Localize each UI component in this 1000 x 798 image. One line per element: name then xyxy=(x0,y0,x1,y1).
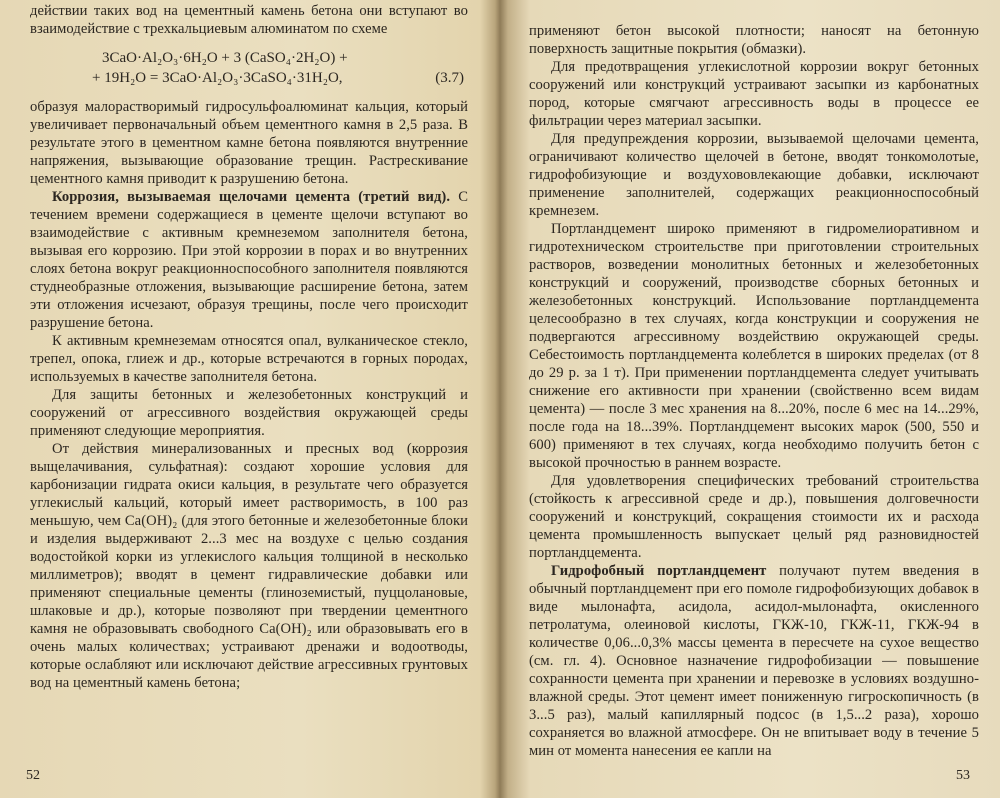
paragraph: К активным кремнеземам относятся опал, вулканическое стекло, трепел, опока, глиеж и др., которые встречаются в горных породах, используемых в качестве заполнителя бетона. xyxy=(30,333,468,385)
paragraph: Для предупреждения коррозии, вызываемой щелочами цемента, ограничивают количество щелочей в бетоне, вводят тонкомолотые, гидрофобизующие и воздухововлекающие добавки, исключают применение заполнителей, содержащих реакционноспособный кремнезем. xyxy=(529,131,979,219)
page-number: 53 xyxy=(956,768,970,783)
page-number: 52 xyxy=(26,768,40,783)
paragraph xyxy=(30,188,468,332)
paragraph-text: получают путем введения в обычный портландцемент при его помоле гидрофобизующих добавок в виде мылонафта, асидола, асидол-мылонафта, окисленного петролатума, олеиновой кислоты, ГКЖ-10, ГКЖ-11, ГКЖ-94 в количестве 0,06...0,3% массы цемента в пересчете на сухое вещество (см. гл. 4). Основное назначение гидрофобизации — повышение сохранности цемента при хранении и перевозке в условиях воздушно-влажной среды. Этот цемент имеет пониженную гигроскопичность (в 3...5 раз), малый капиллярный подсос (в 1,5...2 раза), хорошо сохраняется во влажной атмосфере. Он не впитывает воду в течение 5 мин от момента нанесения ее капли на xyxy=(529,563,979,759)
paragraph xyxy=(529,562,979,760)
paragraph: образуя малорастворимый гидросульфоалюминат кальция, который увеличивает первоначальный объем цементного камня в 2,5 раза. В результате этого в цементном камне бетона появляются внутренние напряжения, вызывающие образование трещин. Растрескивание цементного камня приводит к разрушению бетона. xyxy=(30,99,468,187)
paragraph: Для защиты бетонных и железобетонных конструкций и сооружений от агрессивного воздействия окружающей среды применяют следующие мероприятия. xyxy=(30,387,468,439)
formula-number: (3.7) xyxy=(435,70,464,86)
formula-line: 3CaO·Al₂O₃·6H₂O + 3 (CaSO₄·2H₂O) + xyxy=(102,50,348,66)
paragraph-text: С течением времени содержащиеся в цементе щелочи вступают во взаимодействие с активным кремнеземом заполнителя бетона, вызывая его коррозию. При этой коррозии в порах и во внутренних слоях бетона вокруг реакционноспособного заполнителя появляются студнеобразные отложения, вызывающие расширение бетона, затем эти отложения исчезают, образуя трещины, после чего происходит разрушение бетона. xyxy=(30,189,468,331)
right-text-column xyxy=(529,22,979,760)
section-heading: Коррозия, вызываемая щелочами цемента (третий вид). xyxy=(52,189,451,205)
left-text-column xyxy=(30,2,468,692)
paragraph: Портландцемент широко применяют в гидромелиоративном и гидротехническом строительстве при приготовлении строительных растворов, возведении монолитных бетонных и железобетонных конструкций и сооружений, производстве сборных бетонных и железобетонных конструкций. Использование портландцемента целесообразно в тех случаях, когда конструкции и сооружения не подвергаются агрессивному воздействию окружающей среды. Себестоимость портландцемента колеблется в широких пределах (от 8 до 29 р. за 1 т). При применении портландцемента следует учитывать снижение его активности при хранении (свойственно всем видам цемента) — после 3 мес хранения на 8...20%, после 6 мес на 14...29%, после года на 18...39%. Портландцемент высоких марок (500, 550 и 600) применяют в тех случаях, когда необходимо получить бетон с высокой прочностью в раннем возрасте. xyxy=(529,221,979,471)
chemical-formula xyxy=(30,48,468,88)
paragraph: Для удовлетворения специфических требований строительства (стойкость к агрессивной среде и др.), повышения долговечности сооружений и конструкций, сокращения стоимости их и расхода цемента промышленность выпускает целый ряд разновидностей портландцемента. xyxy=(529,473,979,561)
section-heading: Гидрофобный портландцемент xyxy=(551,563,767,579)
paragraph: действии таких вод на цементный камень бетона они вступают во взаимодействие с трехкальциевым алюминатом по схеме xyxy=(30,3,468,37)
paragraph: От действия минерализованных и пресных вод (коррозия выщелачивания, сульфатная): создают хорошие условия для карбонизации гидрата окиси кальция, в результате чего образуется углекислый кальций, который имеет растворимость, в 100 раз меньшую, чем Ca(OH)₂ (для этого бетонные и железобетонные блоки и изделия выдерживают 2...3 мес на воздухе с целью создания водостойкой корки из углекислого кальция толщиной в несколько миллиметров); вводят в цемент гидравлические добавки или применяют специальные цементы (глиноземистый, пуццолановые, шлаковые и др.), которые позволяют при твердении цементного камня не образовывать свободного Ca(OH)₂ или образовывать его в очень малых количествах; устраивают дренажи и водоотводы, которые ослабляют или исключают действие агрессивных грунтовых вод на цементный камень бетона; xyxy=(30,441,468,691)
formula-line: + 19H₂O = 3CaO·Al₂O₃·3CaSO₄·31H₂O, xyxy=(92,70,343,86)
paragraph: применяют бетон высокой плотности; наносят на бетонную поверхность защитные покрытия (обмазки). xyxy=(529,23,979,57)
left-page xyxy=(0,0,495,798)
paragraph: Для предотвращения углекислотной коррозии вокруг бетонных сооружений или конструкций устраивают засыпки из карбонатных пород, которые смягчают агрессивность воды в процессе ее фильтрации через материал засыпки. xyxy=(529,59,979,129)
right-page xyxy=(505,0,1000,798)
